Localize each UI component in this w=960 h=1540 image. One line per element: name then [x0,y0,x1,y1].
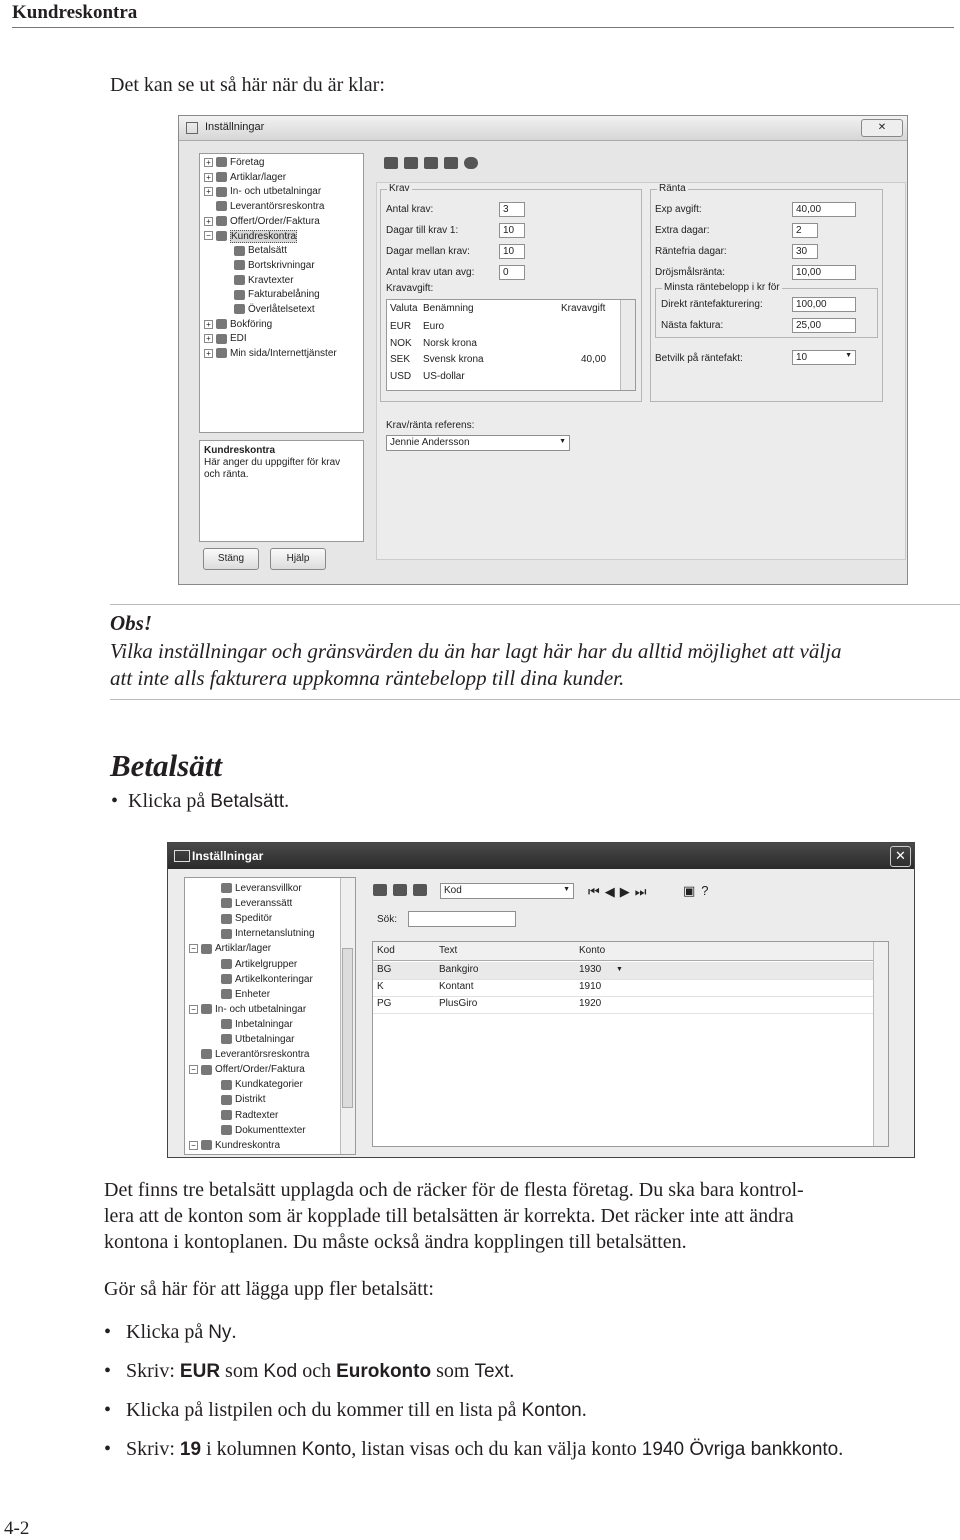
step-punct: . [581,1399,587,1421]
folder-icon [216,216,227,226]
field-label: Exp avgift: [655,204,702,215]
tree-item[interactable] [204,156,264,170]
folder-icon [216,334,227,344]
step-1 [104,1319,236,1346]
bullet-dot: • [104,1321,127,1343]
tree-item[interactable] [189,942,271,956]
tree-item[interactable] [221,912,272,926]
first-icon[interactable]: ⏮ [588,884,605,899]
table-cell[interactable]: 40,00 [581,354,607,365]
table-header: Konto [579,945,606,956]
table-header: Valuta [390,303,418,314]
table-scrollbar[interactable] [873,942,888,1146]
tree-item-label: Enheter [235,988,271,1000]
help-text: Här anger du uppgifter för krav och ränta. [204,457,341,480]
table-cell[interactable]: SEK [390,354,411,365]
tree-item-label: Företag [230,157,265,168]
tree-item[interactable] [234,274,294,288]
krav-input[interactable]: 10 [499,223,525,238]
expand-icon[interactable]: + [204,173,213,182]
step-3 [104,1397,587,1424]
kravavgift-label: Kravavgift: [386,283,434,294]
expand-icon[interactable]: − [189,1065,198,1074]
paragraph-2: Gör så här för att lägga upp fler betalsätt: [104,1278,434,1300]
step-text: Klicka på listpilen och du kommer till en lista på [126,1399,522,1421]
folder-icon [221,883,232,893]
search-label: Sök: [377,914,398,925]
chevron-down-icon: ▼ [845,352,852,359]
bullet-text: Klicka på [128,790,211,812]
field-label: Dagar till krav 1: [386,225,459,236]
folder-icon [221,959,232,969]
field-label: Antal krav: [386,204,434,215]
table-cell[interactable]: PG [377,998,392,1009]
folder-icon [221,1080,232,1090]
window-icon [186,122,198,134]
tree-item-label: Offert/Order/Faktura [215,1064,305,1076]
table-header: Kravavgift [561,303,606,314]
ref-select[interactable] [386,435,570,451]
folder-icon [216,348,227,358]
ui-term: Ny [208,1322,232,1343]
step-text: som [431,1360,475,1382]
expand-icon[interactable]: − [189,1005,198,1014]
obs-text-line1: Vilka inställningar och gränsvärden du än har lagt här har du alltid möjlighet att välja [110,639,842,663]
folder-icon [221,1110,232,1120]
header-rule [12,27,954,28]
tree-item-label: Inbetalningar [235,1018,293,1030]
folder-icon [201,944,212,954]
section-heading: Betalsätt [110,748,222,783]
bullet-dot: • [104,1360,127,1382]
folder-icon [221,974,232,984]
min-ranta-input[interactable]: 100,00 [792,297,856,312]
tree-item-label: Artikelkonteringar [235,973,313,985]
title-bar [168,843,914,869]
obs-bottom-rule [110,699,960,700]
tree-item-label: Bortskrivningar [248,259,315,271]
step-text: , listan visas och du kan välja konto [351,1438,642,1460]
running-header: Kundreskontra [12,2,138,23]
print-icon[interactable]: ▣ [683,883,702,898]
table-header: Text [439,945,458,956]
field-label: Antal krav utan avg: [386,267,475,278]
typed-value: 19 [179,1439,202,1460]
help-box [199,440,364,542]
tree-item[interactable] [204,185,321,199]
new-icon[interactable] [373,884,387,896]
table-cell[interactable]: K [377,981,384,992]
tree-item-label: Offert/Order/Faktura [230,215,320,227]
help-icon[interactable] [464,157,478,169]
table-cell[interactable]: Kontant [439,981,474,992]
tree-item-label: Leveranssätt [235,898,293,910]
folder-icon [221,1034,232,1044]
tree-panel [199,153,364,433]
nav-arrows [588,884,651,900]
next-icon[interactable]: ▶ [619,884,635,899]
tree-item-label: Speditör [235,913,273,925]
help-title: Kundreskontra [204,445,276,456]
tree-item[interactable] [221,958,297,972]
tree-item-label: Artiklar/lager [230,171,287,183]
prev-icon[interactable]: ◀ [604,884,620,899]
folder-icon [234,246,245,256]
help-icon[interactable]: ? [701,883,715,898]
tree-item[interactable] [204,332,247,346]
search-input[interactable] [408,911,516,927]
tree-item[interactable] [204,230,297,244]
tree-item-label: Fakturabelåning [248,289,320,301]
folder-icon [201,1049,212,1059]
krav-input[interactable]: 3 [499,202,525,217]
paragraph-line: kontona i kontoplanen. Du måste också ändra kopplingen till betalsätten. [104,1231,687,1253]
kravavgift-table [386,299,636,391]
step-punct: . [231,1321,237,1343]
step-punct: . [838,1438,844,1460]
obs-title: Obs! [110,611,153,635]
bullet-dot: • [104,1438,127,1460]
bullet-click-betalsatt [111,790,289,813]
table-cell[interactable]: 1930 [579,964,602,975]
tree-item-label: Dokumenttexter [235,1124,306,1136]
folder-icon [221,1125,232,1135]
min-ranta-legend: Minsta räntebelopp i kr för [664,282,780,293]
bullet-dot: • [104,1399,127,1421]
window-title: Inställningar [192,849,264,863]
typed-value: EUR [179,1361,221,1382]
folder-icon [234,290,245,300]
expand-icon[interactable]: + [204,320,213,329]
sort-select[interactable] [440,883,574,899]
chevron-down-icon: ▼ [563,886,570,893]
tree-item-label: Radtexter [235,1109,279,1121]
tree-item-label: Betalsätt [248,245,287,257]
last-icon[interactable]: ⏭ [634,884,652,899]
ui-term: Text [474,1361,510,1382]
extra-tools [683,883,715,899]
folder-icon [216,172,227,182]
step-text: och [297,1360,337,1382]
step-text: Klicka på [126,1321,209,1343]
folder-icon [216,231,227,241]
ranta-input[interactable]: 30 [792,244,818,259]
min-ranta-group [655,282,878,338]
scroll-thumb[interactable] [342,948,353,1108]
tree-item[interactable] [234,244,287,258]
folder-icon [234,304,245,314]
tree-item-label: Internetanslutning [235,928,315,940]
field-label: Dagar mellan krav: [386,246,470,257]
tree-item-label: Leverantörsreskontra [215,1049,310,1061]
step-2 [104,1358,514,1385]
expand-icon[interactable]: + [204,187,213,196]
tree-item-label: Överlåtelsetext [248,304,315,315]
expand-icon[interactable]: + [204,334,213,343]
close-icon[interactable]: ✕ [890,846,911,867]
tree-item[interactable] [234,303,315,317]
paragraph-line: Det finns tre betalsätt upplagda och de räcker för de flesta företag. Du ska bara kontrol- [104,1179,804,1201]
settings-icon[interactable] [404,157,418,169]
tree-item[interactable] [221,882,302,896]
delete-icon[interactable] [413,884,427,896]
ranta-input[interactable]: 2 [792,223,818,238]
tree-item[interactable] [221,988,270,1002]
krav-group [380,183,642,402]
table-cell[interactable]: PlusGiro [439,998,478,1009]
step-text: Skriv: [126,1438,180,1460]
paragraph-line: lera att de konton som är kopplade till betalsätten är korrekta. Det räcker inte att ändra [104,1205,794,1227]
tree-item-label: In- och utbetalningar [230,186,322,198]
chevron-down-icon[interactable]: ▼ [616,966,623,973]
tree-item[interactable] [221,897,292,911]
folder-icon [201,1004,212,1014]
toolbar [373,884,433,899]
folder-icon [201,1140,212,1150]
close-icon[interactable]: ✕ [861,119,903,137]
tree-item[interactable] [234,288,320,302]
table-cell[interactable]: Euro [423,321,445,332]
folder-icon [221,1095,232,1105]
table-cell[interactable]: Svensk krona [423,354,484,365]
folder-icon [216,201,227,211]
betvillkor-label: Betvilk på räntefakt: [655,353,743,364]
page-number: 4-2 [4,1518,30,1539]
window-icon [174,850,190,862]
tree-item[interactable] [204,347,337,361]
ui-term: Konto [301,1439,352,1460]
ref-label: Krav/ränta referens: [386,420,475,431]
chevron-down-icon: ▼ [559,438,566,445]
table-cell[interactable]: BG [377,964,392,975]
bullet-dot: • [111,790,129,812]
ranta-group [650,183,883,402]
ui-term: 1940 Övriga bankkonto [641,1439,839,1460]
ranta-input[interactable]: 10,00 [792,265,856,280]
folder-icon [221,914,232,924]
krav-input[interactable]: 10 [499,244,525,259]
table-cell[interactable]: NOK [390,337,412,349]
field-label: Nästa faktura: [661,320,724,331]
table-cell[interactable]: Norsk krona [423,337,477,349]
expand-icon[interactable]: − [189,944,198,953]
folder-icon [216,187,227,197]
folder-icon[interactable] [384,157,398,169]
tree-item[interactable] [221,1124,306,1138]
table-cell[interactable]: Bankgiro [439,964,479,975]
settings-window-krav [178,115,908,585]
expand-icon[interactable]: + [204,217,213,226]
intro-text: Det kan se ut så här när du är klar: [110,74,385,96]
table-cell[interactable]: 1920 [579,998,602,1009]
save-icon[interactable] [444,157,458,169]
step-punct: . [509,1360,515,1382]
tree-item-label: Utbetalningar [235,1034,295,1045]
toolbar [384,157,484,172]
folder-icon [221,898,232,908]
folder-icon[interactable] [393,884,407,896]
ui-term: Betalsätt [210,791,285,812]
tree-item-label: Kundreskontra [215,1139,281,1151]
step-text: i kolumnen [201,1438,302,1460]
ranta-legend: Ränta [659,183,686,194]
tree-item[interactable] [204,171,286,185]
tree-item[interactable] [204,215,320,229]
tree-item[interactable] [221,1109,278,1123]
tree-item-label: Min sida/Internettjänster [230,348,337,360]
tree-item[interactable] [189,1003,306,1017]
table-cell[interactable]: US-dollar [423,370,465,382]
tree-item-label: In- och utbetalningar [215,1003,307,1015]
ranta-input[interactable]: 40,00 [792,202,856,217]
tree-item-label: Kundreskontra [231,230,297,242]
tree-item[interactable] [221,927,315,941]
folder-icon [221,1019,232,1029]
window-title: Inställningar [205,121,265,133]
expand-icon[interactable]: − [204,231,213,240]
table-cell[interactable]: EUR [390,321,412,332]
tree-item[interactable] [189,1139,280,1153]
bullet-punct: . [284,790,290,812]
tree-item[interactable] [221,1033,294,1047]
print-icon[interactable] [424,157,438,169]
expand-icon[interactable]: + [204,158,213,167]
field-label: Extra dagar: [655,225,710,236]
field-label: Dröjsmålsränta: [655,267,726,278]
folder-icon [234,275,245,285]
tree-item-label: Leverantörsreskontra [230,201,325,213]
tree-item-label: Artiklar/lager [215,943,272,955]
table-header: Kod [377,945,395,956]
tree-item[interactable] [234,259,315,273]
tree-item[interactable] [221,973,313,987]
betvillkor-value: 10 [796,352,808,363]
folder-icon [221,989,232,999]
ui-term: Kod [263,1361,298,1382]
tree-item[interactable] [221,1078,303,1092]
close-button[interactable]: Stäng [203,548,259,570]
folder-icon [234,260,245,270]
table-header: Benämning [423,303,474,314]
tree-item-label: Kundkategorier [235,1079,303,1091]
tree-item-label: Distrikt [235,1094,266,1106]
help-button[interactable]: Hjälp [270,548,326,570]
tree-item[interactable] [204,318,272,332]
tree-item[interactable] [189,1063,305,1077]
tree-item[interactable] [204,200,325,214]
tree-item[interactable] [221,1018,293,1032]
ref-value: Jennie Andersson [390,437,470,448]
tree-panel [184,877,356,1155]
tree-item-label: EDI [230,333,247,345]
table-cell[interactable]: USD [390,370,412,382]
expand-icon[interactable]: + [204,349,213,358]
tree-item-label: Artikelgrupper [235,958,298,970]
folder-icon [216,319,227,329]
folder-icon [216,157,227,167]
betvillkor-select[interactable] [792,350,856,365]
title-bar [179,116,907,141]
settings-window-betalsatt [167,842,915,1158]
tree-item[interactable] [189,1048,310,1062]
step-text: Skriv: [126,1360,180,1382]
tree-item-label: Kravtexter [248,274,294,286]
tree-item-label: Leveransvillkor [235,883,302,894]
expand-icon[interactable]: − [189,1141,198,1150]
tree-item[interactable] [221,1093,266,1107]
min-ranta-input[interactable]: 25,00 [792,318,856,333]
obs-top-rule [110,604,960,605]
sort-value: Kod [444,885,462,896]
tree-scrollbar[interactable] [340,878,355,1154]
field-label: Direkt räntefakturering: [661,299,763,310]
betalsatt-table [372,941,889,1147]
table-scrollbar[interactable] [620,300,635,390]
step-text: som [220,1360,264,1382]
krav-input[interactable]: 0 [499,265,525,280]
folder-icon [221,929,232,939]
krav-legend: Krav [389,183,410,194]
tree-item-label: Bokföring [230,318,273,330]
paragraph-1 [104,1177,804,1255]
field-label: Räntefria dagar: [655,246,727,257]
folder-icon [201,1065,212,1075]
step-4 [104,1436,843,1463]
table-cell[interactable]: 1910 [579,981,602,992]
typed-value: Eurokonto [336,1361,432,1382]
obs-text-line2: att inte alls fakturera uppkomna räntebelopp till dina kunder. [110,666,625,690]
ui-term: Konton [521,1400,582,1421]
